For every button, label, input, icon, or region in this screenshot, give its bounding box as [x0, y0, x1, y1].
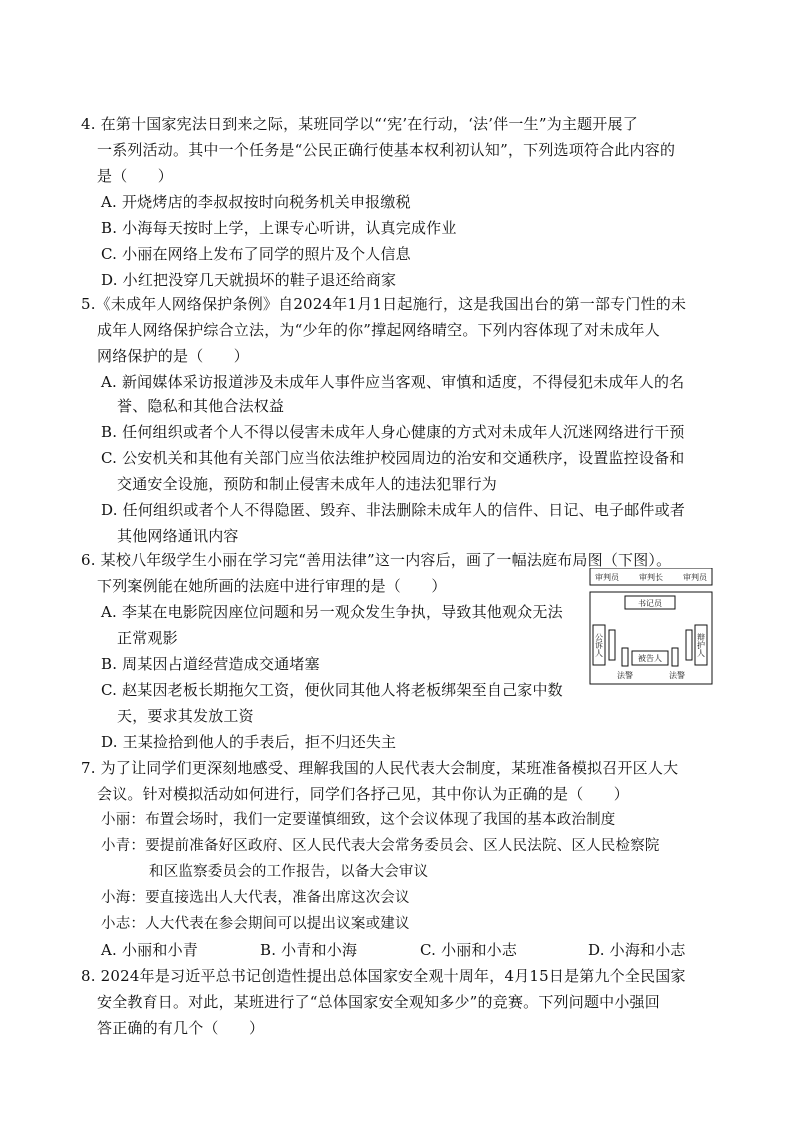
q5-option-d-cont: 其他网络通讯内容	[117, 527, 239, 545]
q6-option-a-cont: 正常观影	[117, 629, 178, 647]
q4-stem-line-3: 是（ ）	[97, 167, 174, 185]
judge-left-label: 审判员	[595, 573, 619, 582]
q7-option-c[interactable]: C. 小丽和小志	[420, 941, 518, 959]
q5-option-d[interactable]: D. 任何组织或者个人不得隐匿、毁弃、非法删除未成年人的信件、日记、电子邮件或者	[101, 501, 686, 519]
judge-right-label: 审判员	[683, 573, 707, 582]
q5-option-a[interactable]: A. 新闻媒体采访报道涉及未成年人事件应当客观、审慎和适度，不得侵犯未成年人的名	[101, 373, 685, 391]
q5-option-c-cont: 交通安全设施，预防和制止侵害未成年人的违法犯罪行为	[117, 475, 498, 493]
q6-option-a[interactable]: A. 李某在电影院因座位问题和另一观众发生争执，导致其他观众无法	[101, 603, 563, 621]
q6-stem-line-2: 下列案例能在她所画的法庭中进行审理的是（ ）	[97, 577, 447, 595]
q7-stem-line-2: 会议。针对模拟活动如何进行，同学们各抒己见，其中你认为正确的是（ ）	[97, 785, 630, 803]
q7-dialogue-xiaohai: 小海：要直接选出人大代表，准备出席这次会议	[101, 890, 410, 906]
q7-dialogue-xiaoqing-cont: 和区监察委员会的工作报告，以备大会审议	[149, 864, 429, 880]
q4-stem-line-1: 4. 在第十国家宪法日到来之际，某班同学以“‘宪’在行动，‘法’伴一生”为主题开展了	[81, 115, 638, 133]
q6-option-c-cont: 天，要求其发放工资	[117, 707, 254, 725]
q8-stem-line-3: 答正确的有几个（ ）	[97, 1019, 265, 1037]
q7-option-b[interactable]: B. 小青和小海	[260, 941, 358, 959]
prosecutor-label: 公诉人	[594, 633, 604, 657]
q5-option-b[interactable]: B. 任何组织或者个人不得以侵害未成年人身心健康的方式对未成年人沉迷网络进行干预	[101, 423, 685, 441]
bailiff-left-post	[622, 648, 628, 666]
defender-table	[686, 630, 692, 660]
q8-stem-line-1: 8. 2024年是习近平总书记创造性提出总体国家安全观十周年，4月15日是第九个全民国家	[81, 967, 686, 985]
bailiff-right-label: 法警	[669, 671, 685, 680]
bailiff-right-post	[672, 648, 678, 666]
clerk-label: 书记员	[638, 599, 662, 608]
q5-stem-line-2: 成年人网络保护综合立法，为“少年的你”撑起网络晴空。下列内容体现了对未成年人	[97, 321, 660, 339]
q7-dialogue-xiaoqing: 小青：要提前准备好区政府、区人民代表大会常务委员会、区人民法院、区人民检察院	[101, 838, 660, 854]
q4-stem-line-2: 一系列活动。其中一个任务是“公民正确行使基本权利初认知”，下列选项符合此内容的	[97, 141, 676, 159]
defendant-label: 被告人	[638, 654, 662, 663]
q7-option-a[interactable]: A. 小丽和小青	[101, 941, 198, 959]
court-layout-diagram	[589, 568, 714, 689]
q7-dialogue-xiaoli: 小丽：布置会场时，我们一定要谨慎细致，这个会议体现了我国的基本政治制度	[101, 812, 616, 828]
q4-option-a[interactable]: A. 开烧烤店的李叔叔按时向税务机关申报缴税	[101, 193, 411, 211]
court-diagram-svg	[589, 568, 714, 689]
q5-stem-line-3: 网络保护的是（ ）	[97, 347, 250, 365]
q5-option-a-cont: 誉、隐私和其他合法权益	[117, 397, 285, 415]
q4-option-b[interactable]: B. 小海每天按时上学，上课专心听讲，认真完成作业	[101, 219, 457, 237]
q5-option-c[interactable]: C. 公安机关和其他有关部门应当依法维护校园周边的治安和交通秩序，设置监控设备和	[101, 449, 685, 467]
q7-stem-line-1: 7. 为了让同学们更深刻地感受、理解我国的人民代表大会制度，某班准备模拟召开区人大	[81, 759, 679, 777]
q6-option-c[interactable]: C. 赵某因老板长期拖欠工资，便伙同其他人将老板绑架至自己家中数	[101, 681, 563, 699]
defender-label: 辩护人	[696, 633, 706, 657]
q6-stem-line-1: 6. 某校八年级学生小丽在学习完“善用法律”这一内容后，画了一幅法庭布局图（下图）。	[81, 551, 672, 569]
prosecutor-table	[609, 630, 615, 660]
q7-dialogue-xiaozhi: 小志：人大代表在参会期间可以提出议案或建议	[101, 916, 410, 932]
q5-stem-line-1: 5.《未成年人网络保护条例》自2024年1月1日起施行，这是我国出台的第一部专门性的未	[81, 295, 687, 313]
q7-option-d[interactable]: D. 小海和小志	[588, 941, 686, 959]
q8-stem-line-2: 安全教育日。对此，某班进行了“总体国家安全观知多少”的竞赛。下列问题中小强回	[97, 993, 660, 1011]
q4-option-d[interactable]: D. 小红把没穿几天就损坏的鞋子退还给商家	[101, 271, 397, 289]
bailiff-left-label: 法警	[617, 671, 633, 680]
q6-option-b[interactable]: B. 周某因占道经营造成交通堵塞	[101, 655, 320, 673]
q4-option-c[interactable]: C. 小丽在网络上发布了同学的照片及个人信息	[101, 245, 411, 263]
q6-option-d[interactable]: D. 王某捡拾到他人的手表后，拒不归还失主	[101, 733, 397, 751]
chief-judge-label: 审判长	[639, 573, 663, 582]
